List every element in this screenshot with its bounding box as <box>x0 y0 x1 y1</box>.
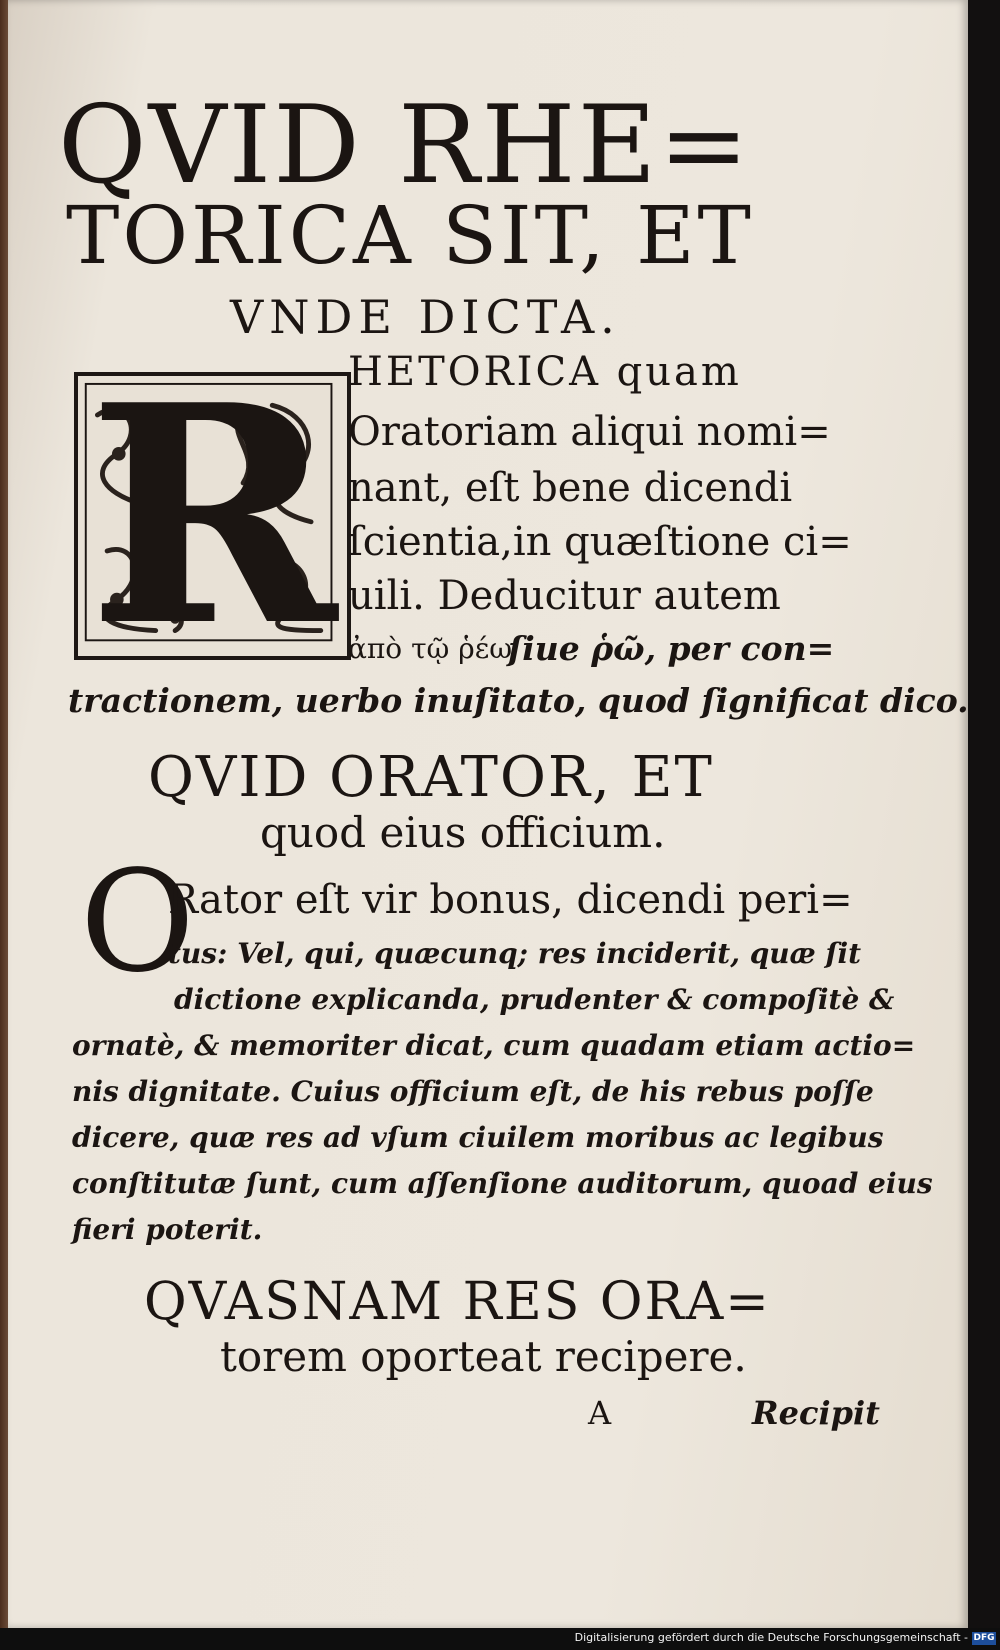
heading2-line2: quod eius officium. <box>260 808 666 857</box>
initial-o-letter: O <box>80 841 195 1004</box>
section1-last-line: tractionem, uerbo inuſitato, quod ſignificat dico. <box>68 681 969 720</box>
book-page <box>8 0 968 1628</box>
heading2-line1: QVID ORATOR, ET <box>148 745 714 810</box>
section2-line6: dicere, quæ res ad vſum ciuilem moribus ac legibus <box>72 1121 884 1154</box>
heading3-line1: QVASNAM RES ORA= <box>144 1272 771 1332</box>
catchword: Recipit <box>752 1394 880 1432</box>
section2-line8: fieri poterit. <box>72 1213 263 1246</box>
initial-r-letter: R <box>87 339 338 692</box>
heading1-line2: TORICA SIT, ET <box>66 189 754 282</box>
section2-line1: Rator eſt vir bonus, dicendi peri= <box>168 877 853 923</box>
heading1-line1: QVID RHE= <box>58 83 751 208</box>
section2-line4: ornatè, & memoriter dicat, cum quadam etiam actio= <box>72 1029 916 1062</box>
decorated-initial-r <box>74 339 351 692</box>
dfg-logo: DFG <box>973 1633 995 1643</box>
section1-line5: uili. Deducitur autem <box>348 573 781 619</box>
section1-greek-line-rest: ſiue ῥῶ, per con= <box>508 629 835 668</box>
section2-line5: nis dignitate. Cuius officium eſt, de his rebus poſſe <box>72 1075 874 1108</box>
section1-greek-word: ἀπὸ τῷ ῥέω <box>348 632 513 665</box>
heading3-line2: torem oporteat recipere. <box>220 1332 747 1381</box>
section2-line2: tus: Vel, qui, quæcunq; res inciderit, quæ ſit <box>168 937 862 970</box>
section1-line3: nant, eſt bene dicendi <box>348 465 793 511</box>
section2-line7: conſtitutæ ſunt, cum aſſenſione auditorum, quoad eius <box>72 1167 933 1200</box>
section1-line1: HETORICA quam <box>348 349 742 395</box>
section1-line2: Oratoriam aliqui nomi= <box>348 409 831 455</box>
footer-credit: Digitalisierung gefördert durch die Deutsche Forschungsgemeinschaft - <box>574 1631 968 1644</box>
heading1-line3: VNDE DICTA. <box>230 290 621 344</box>
section2-line3: dictione explicanda, prudenter & compoſitè & <box>174 983 895 1016</box>
signature-mark: A <box>588 1394 612 1432</box>
section1-line4: ſcientia,in quæſtione ci= <box>348 519 852 565</box>
